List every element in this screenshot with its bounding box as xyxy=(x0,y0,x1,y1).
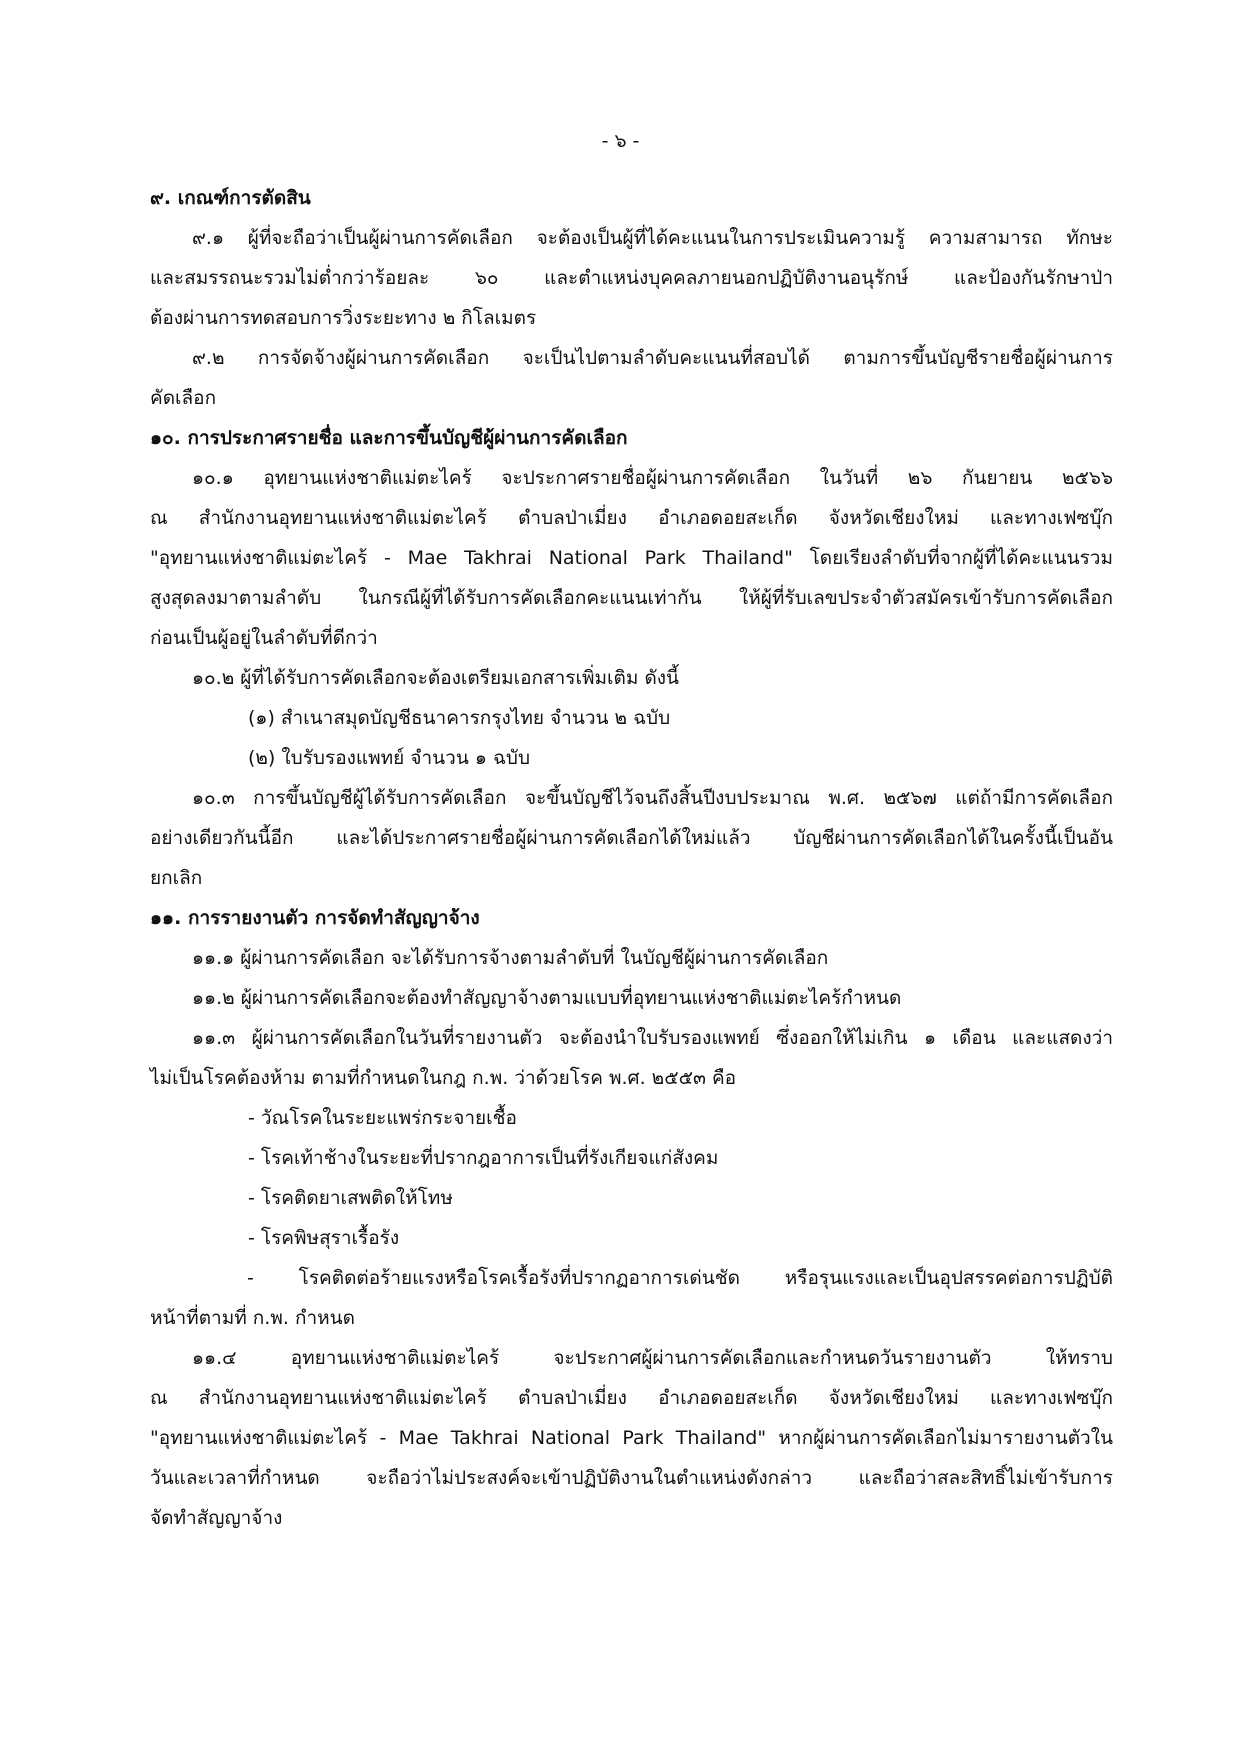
text-line: "อุทยานแห่งชาติแม่ตะไคร้ - Mae Takhrai National Park Thailand" โดยเรียงลำดับที่จากผู้ที่ได้คะแนนรวม xyxy=(150,547,1113,569)
section-heading: ๑๑. การรายงานตัว การจัดทำสัญญาจ้าง xyxy=(150,907,480,929)
text-line: ณ สำนักงานอุทยานแห่งชาติแม่ตะไคร้ ตำบลป่าเมี่ยง อำเภอดอยสะเก็ด จังหวัดเชียงใหม่ และทางเฟซบุ๊ก xyxy=(150,507,1113,529)
text-line: ๑๐.๓ การขึ้นบัญชีผู้ได้รับการคัดเลือก จะขึ้นบัญชีไว้จนถึงสิ้นปีงบประมาณ พ.ศ. ๒๕๖๗ แต่ถ้ามีการคัดเลือก xyxy=(192,787,1113,809)
text-line: ๙.๑ ผู้ที่จะถือว่าเป็นผู้ผ่านการคัดเลือก จะต้องเป็นผู้ที่ได้คะแนนในการประเมินความรู้ ความสามารถ ทักษะ xyxy=(192,227,1113,249)
text-line: ณ สำนักงานอุทยานแห่งชาติแม่ตะไคร้ ตำบลป่าเมี่ยง อำเภอดอยสะเก็ด จังหวัดเชียงใหม่ และทางเฟซบุ๊ก xyxy=(150,1387,1113,1409)
text-line: ๑๑.๒ ผู้ผ่านการคัดเลือกจะต้องทำสัญญาจ้างตามแบบที่อุทยานแห่งชาติแม่ตะไคร้กำหนด xyxy=(192,987,902,1009)
text-line: ๑๐.๑ อุทยานแห่งชาติแม่ตะไคร้ จะประกาศรายชื่อผู้ผ่านการคัดเลือก ในวันที่ ๒๖ กันยายน ๒๕๖๖ xyxy=(192,467,1113,489)
text-line: วันและเวลาที่กำหนด จะถือว่าไม่ประสงค์จะเข้าปฏิบัติงานในตำแหน่งดังกล่าว และถือว่าสละสิทธิ์ไม่เข้ารับการ xyxy=(150,1467,1113,1489)
text-line: ก่อนเป็นผู้อยู่ในลำดับที่ดีกว่า xyxy=(150,627,378,649)
text-line: ๑๐.๒ ผู้ที่ได้รับการคัดเลือกจะต้องเตรียมเอกสารเพิ่มเติม ดังนี้ xyxy=(192,667,680,689)
document-body xyxy=(150,178,1113,1538)
text-line: หน้าที่ตามที่ ก.พ. กำหนด xyxy=(150,1307,355,1329)
page-number: - ๖ - xyxy=(601,130,640,152)
text-line: ๑๑.๑ ผู้ผ่านการคัดเลือก จะได้รับการจ้างตามลำดับที่ ในบัญชีผู้ผ่านการคัดเลือก xyxy=(192,947,829,969)
text-line: (๑) สำเนาสมุดบัญชีธนาคารกรุงไทย จำนวน ๒ ฉบับ xyxy=(248,707,671,729)
text-line: "อุทยานแห่งชาติแม่ตะไคร้ - Mae Takhrai National Park Thailand" หากผู้ผ่านการคัดเลือกไม่มารายงานตัวใน xyxy=(150,1427,1113,1449)
text-line: คัดเลือก xyxy=(150,387,217,409)
text-line: - โรคเท้าช้างในระยะที่ปรากฎอาการเป็นที่รังเกียจแก่สังคม xyxy=(248,1147,719,1169)
text-line: ๑๑.๓ ผู้ผ่านการคัดเลือกในวันที่รายงานตัว จะต้องนำใบรับรองแพทย์ ซึ่งออกให้ไม่เกิน ๑ เดือน และแสดงว่า xyxy=(192,1027,1113,1049)
text-line: - วัณโรคในระยะแพร่กระจายเชื้อ xyxy=(248,1107,517,1129)
text-line: - โรคติดต่อร้ายแรงหรือโรคเรื้อรังที่ปรากฏอาการเด่นชัด หรือรุนแรงและเป็นอุปสรรคต่อการปฏิบัติ xyxy=(247,1267,1113,1289)
text-line: จัดทำสัญญาจ้าง xyxy=(150,1507,283,1529)
text-line: ยกเลิก xyxy=(150,867,203,889)
text-line: ต้องผ่านการทดสอบการวิ่งระยะทาง ๒ กิโลเมตร xyxy=(150,307,537,329)
text-line: ๙.๒ การจัดจ้างผู้ผ่านการคัดเลือก จะเป็นไปตามลำดับคะแนนที่สอบได้ ตามการขึ้นบัญชีรายชื่อผู้ผ่านการ xyxy=(192,347,1113,369)
text-line: และสมรรถนะรวมไม่ต่ำกว่าร้อยละ ๖๐ และตำแหน่งบุคคลภายนอกปฏิบัติงานอนุรักษ์ และป้องกันรักษาป่า xyxy=(150,267,1113,289)
text-line: ๑๑.๔ อุทยานแห่งชาติแม่ตะไคร้ จะประกาศผู้ผ่านการคัดเลือกและกำหนดวันรายงานตัว ให้ทราบ xyxy=(192,1347,1113,1369)
text-line: (๒) ใบรับรองแพทย์ จำนวน ๑ ฉบับ xyxy=(248,747,531,769)
text-line: - โรคพิษสุราเรื้อรัง xyxy=(248,1227,400,1249)
text-line: - โรคติดยาเสพติดให้โทษ xyxy=(248,1187,453,1209)
section-heading: ๙. เกณฑ์การตัดสิน xyxy=(150,187,311,209)
text-line: ไม่เป็นโรคต้องห้าม ตามที่กำหนดในกฎ ก.พ. ว่าด้วยโรค พ.ศ. ๒๕๕๓ คือ xyxy=(150,1067,737,1089)
section-heading: ๑๐. การประกาศรายชื่อ และการขึ้นบัญชีผู้ผ่านการคัดเลือก xyxy=(150,427,628,449)
text-line: อย่างเดียวกันนี้อีก และได้ประกาศรายชื่อผู้ผ่านการคัดเลือกได้ใหม่แล้ว บัญชีผ่านการคัดเลือกได้ในครั้งนี้เป็นอัน xyxy=(150,827,1113,849)
text-line: สูงสุดลงมาตามลำดับ ในกรณีผู้ที่ได้รับการคัดเลือกคะแนนเท่ากัน ให้ผู้ที่รับเลขประจำตัวสมัครเข้ารับการคัดเลือก xyxy=(150,587,1113,609)
